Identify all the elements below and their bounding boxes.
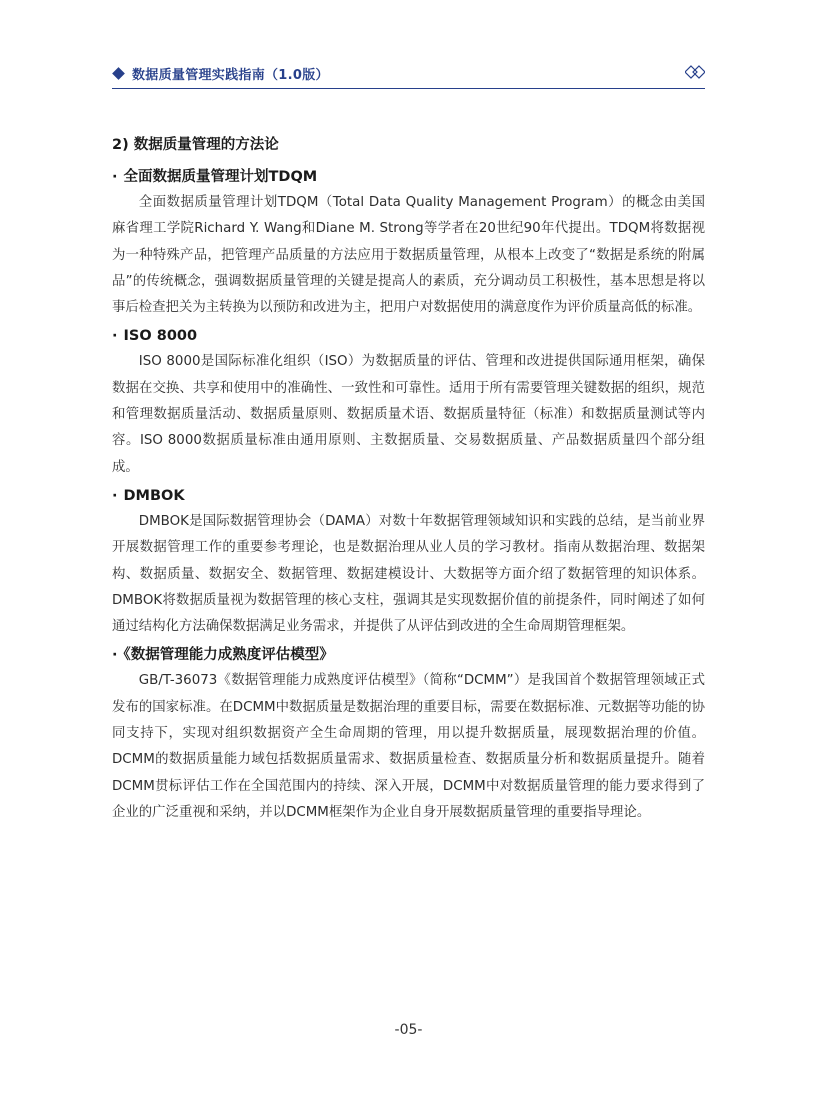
- main-content: [112, 132, 705, 828]
- header-diamond-icon: [112, 67, 125, 80]
- item-body-dmbok: DMBOK是国际数据管理协会（DAMA）对数十年数据管理领域知识和实践的总结，是当前业界开展数据管理工作的重要参考理论，也是数据治理从业人员的学习教材。指南从数据治理、数据架构、数据质量、数据安全、数据管理、数据建模设计、大数据等方面介绍了数据管理的知识体系。DMBOK将数据质量视为数据管理的核心支柱，强调其是实现数据价值的前提条件，同时阐述了如何通过结构化方法确保数据满足业务需求，并提供了从评估到改进的全生命周期管理框架。: [112, 513, 705, 635]
- item-title-text: DMBOK: [123, 487, 185, 504]
- page-number: -05-: [394, 1022, 423, 1038]
- item-title-iso8000: [112, 323, 705, 349]
- double-diamond-logo-icon: [685, 64, 705, 80]
- section-title: 2) 数据质量管理的方法论: [112, 137, 279, 153]
- item-title-text: ISO 8000: [123, 328, 198, 345]
- item-body-iso8000: ISO 8000是国际标准化组织（ISO）为数据质量的评估、管理和改进提供国际通用框架，确保数据在交换、共享和使用中的准确性、一致性和可靠性。适用于所有需要管理关键数据的组织，规范和管理数据质量活动、数据质量原则、数据质量术语、数据质量特征（标准）和数据质量测试等内容。ISO 8000数据质量标准由通用原则、主数据质量、交易数据质量、产品数据质量四个部分组成。: [112, 354, 705, 475]
- item-title-tdqm: [112, 164, 705, 190]
- bullet-dot-icon: ·: [112, 647, 118, 664]
- item-title-dmbok: [112, 483, 705, 509]
- item-body-tdqm: 全面数据质量管理计划TDQM（Total Data Quality Management Program）的概念由美国麻省理工学院Richard Y. Wang和Diane M. Strong等学者在20世纪90年代提出。TDQM将数据视为一种特殊产品，把管理产品质量的方法应用于数据质量管理，从根本上改变了“数据是系统的附属品”的传统概念，强调数据质量管理的关键是提高人的素质，充分调动员工积极性，基本思想是将以事后检查把关为主转换为以预防和改进为主，把用户对数据使用的满意度作为评价质量高低的标准。: [112, 195, 705, 316]
- item-title-dcmm: [112, 642, 705, 668]
- item-title-text: 全面数据质量管理计划TDQM: [123, 169, 318, 185]
- bullet-dot-icon: ·: [112, 487, 118, 504]
- item-body-dcmm: GB/T-36073《数据管理能力成熟度评估模型》（简称“DCMM”）是我国首个数据管理领域正式发布的国家标准。在DCMM中数据质量是数据治理的重要目标，需要在数据标准、元数据等功能的协同支持下，实现对组织数据资产全生命周期的管理，用以提升数据质量，展现数据治理的价值。DCMM的数据质量能力域包括数据质量需求、数据质量检查、数据质量分析和数据质量提升。随着DCMM贯标评估工作在全国范围内的持续、深入开展，DCMM中对数据质量管理的能力要求得到了企业的广泛重视和采纳，并以DCMM框架作为企业自身开展数据质量管理的重要指导理论。: [112, 673, 705, 820]
- header-title: 数据质量管理实践指南（1.0版）: [132, 68, 329, 83]
- page-header: [112, 62, 705, 89]
- item-title-text: 《数据管理能力成熟度评估模型》: [123, 647, 334, 664]
- bullet-dot-icon: ·: [112, 328, 118, 345]
- bullet-dot-icon: ·: [112, 169, 118, 185]
